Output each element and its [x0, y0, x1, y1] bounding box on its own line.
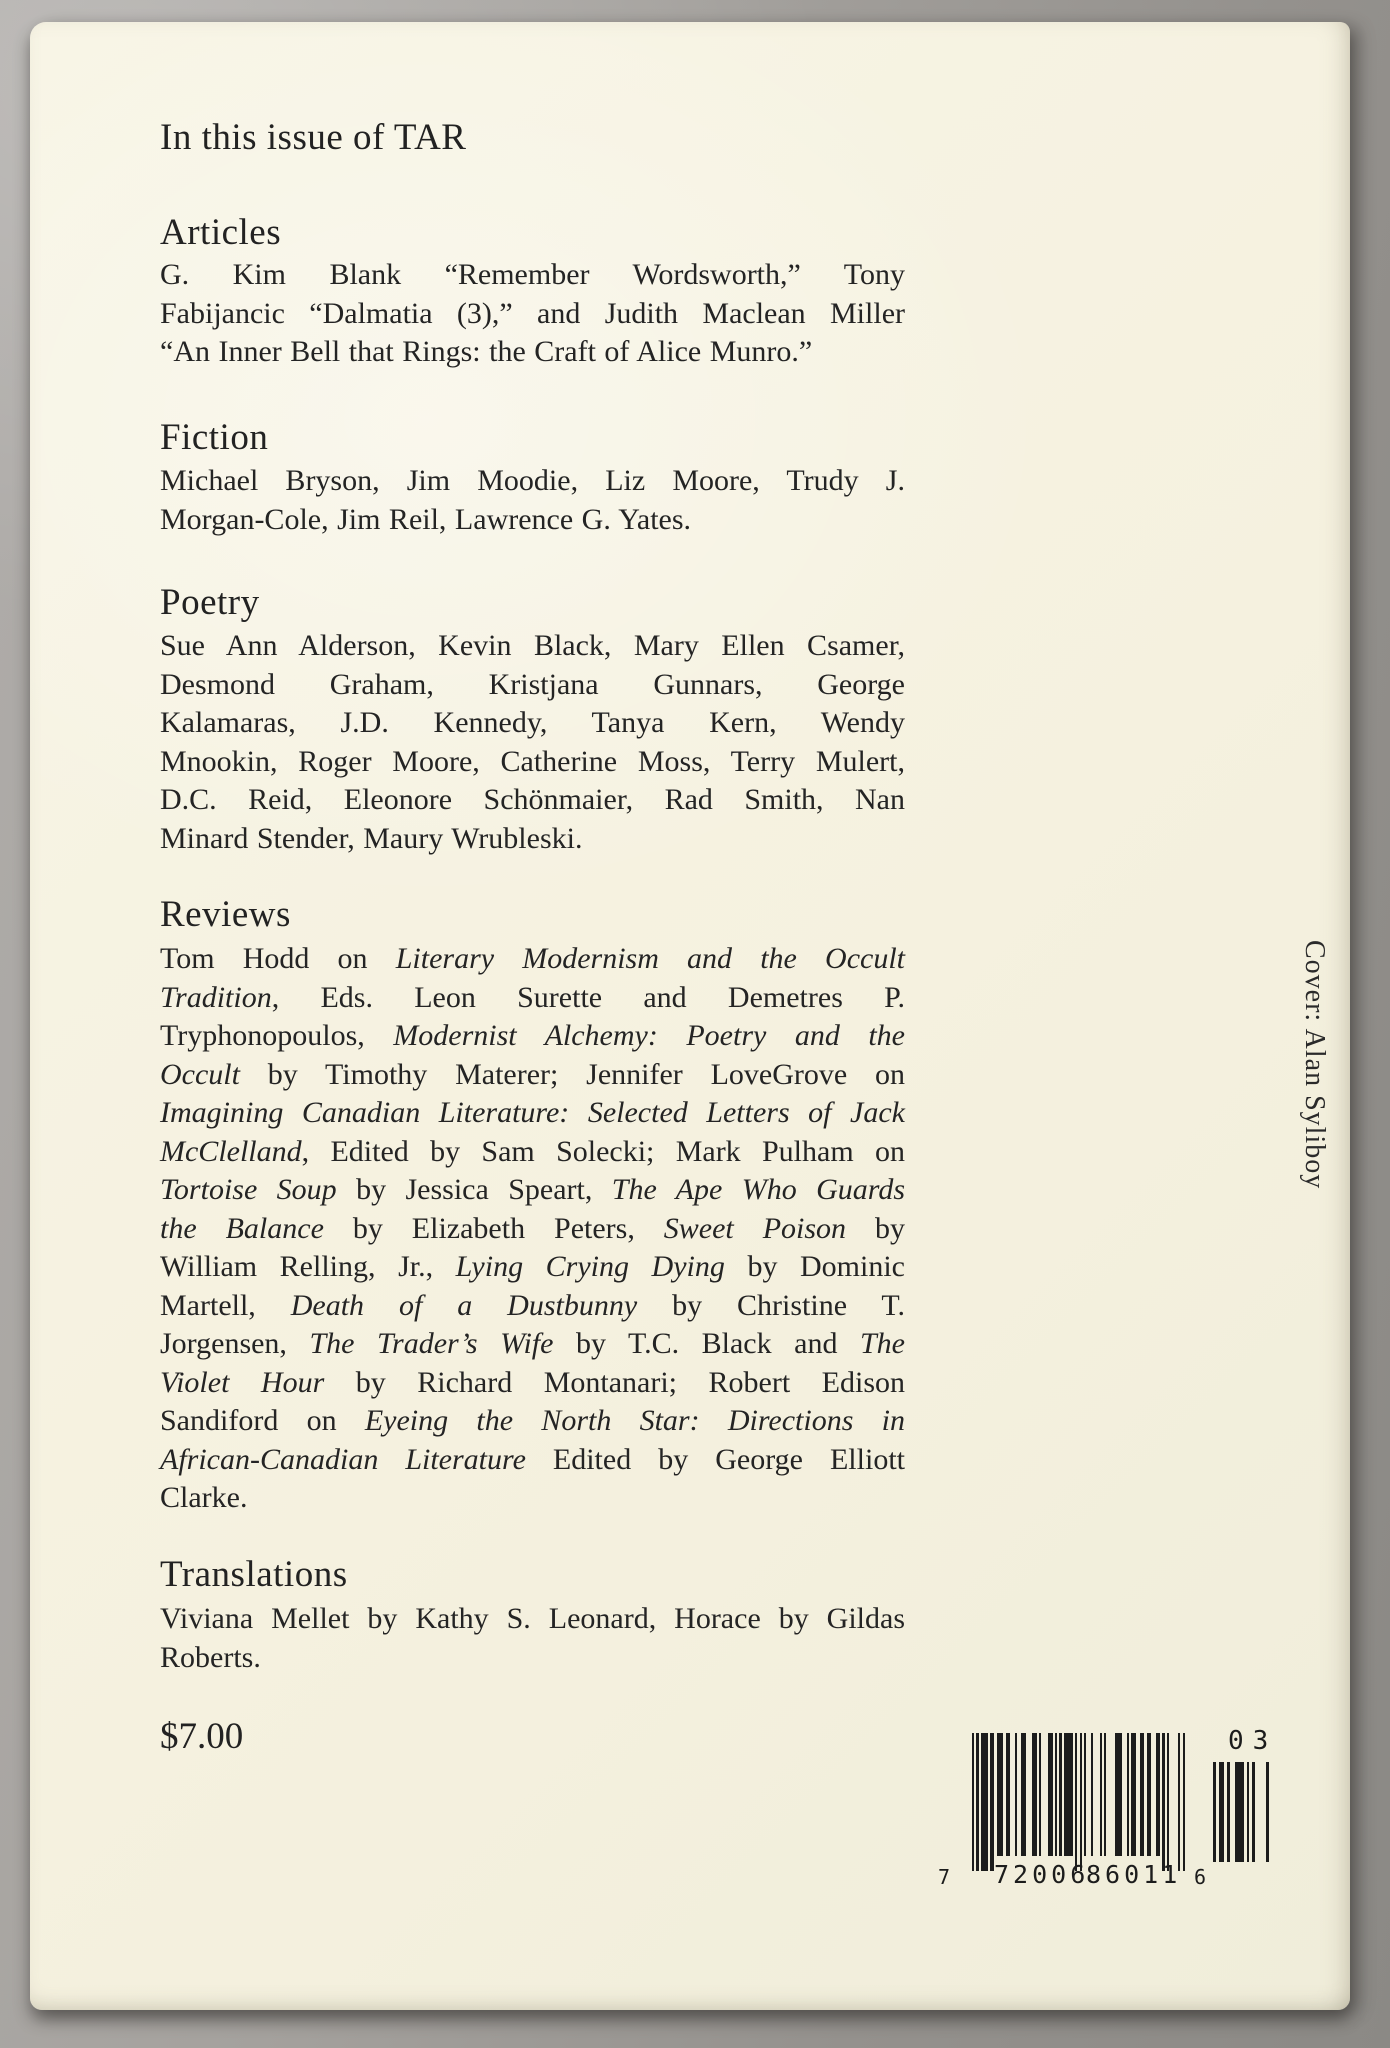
barcode-check-digit: 6 [1194, 1865, 1207, 1889]
section-line: Tom Hodd on Literary Modernism and the Occult [160, 942, 906, 975]
section-line: Minard Stender, Maury Wrubleski. [160, 821, 583, 855]
cover-credit: Cover: Alan Syliboy [1299, 940, 1330, 1190]
section-line: Mnookin, Roger Moore, Catherine Moss, Terry Mulert, [160, 744, 905, 778]
barcode-bar [976, 1733, 978, 1871]
barcode-bar [1162, 1733, 1164, 1871]
barcode-bar [1142, 1733, 1144, 1856]
barcode-bars-main [972, 1733, 1186, 1873]
barcode-bar [1247, 1762, 1250, 1862]
barcode-bar [1001, 1733, 1003, 1856]
barcode-bar [985, 1733, 987, 1871]
barcode-bar [1071, 1733, 1073, 1856]
barcode-bar [1149, 1733, 1151, 1856]
barcode [30, 22, 1350, 2010]
issue-title: In this issue of TAR [160, 117, 467, 158]
section-line: Martell, Death of a Dustbunny by Christine T. [160, 1288, 905, 1322]
barcode-digit-group-2: 86011 [1086, 1860, 1182, 1889]
barcode-bar [1178, 1733, 1180, 1871]
section-heading-articles: Articles [160, 212, 282, 253]
section-line: Occult by Timothy Materer; Jennifer LoveGrove on [160, 1057, 905, 1091]
section-heading-translations: Translations [160, 1554, 348, 1595]
barcode-bar [1039, 1733, 1041, 1856]
barcode-bar [1127, 1733, 1129, 1856]
section-line: Sandiford on Eyeing the North Star: Directions in [160, 1404, 905, 1437]
section-line: Michael Bryson, Jim Moodie, Liz Moore, Trudy J. [160, 464, 905, 497]
section-line: the Balance by Elizabeth Peters, Sweet Poison by [160, 1211, 905, 1245]
section-heading-fiction: Fiction [160, 417, 269, 458]
barcode-bar [1183, 1733, 1185, 1871]
section-heading-poetry: Poetry [160, 582, 260, 623]
section-line: McClelland, Edited by Sam Solecki; Mark Pulham on [160, 1134, 905, 1168]
barcode-bar [1120, 1733, 1122, 1856]
section-heading-reviews: Reviews [160, 894, 291, 935]
barcode-bar [1008, 1733, 1010, 1856]
barcode-bar [1133, 1733, 1135, 1856]
barcode-digit-group-1: 72006 [994, 1860, 1090, 1889]
barcode-bar [1075, 1733, 1077, 1871]
price-label: $7.00 [160, 1716, 244, 1757]
section-line: Tortoise Soup by Jessica Speart, The Ape Who Guards [160, 1173, 906, 1206]
barcode-bar [1167, 1733, 1169, 1871]
section-line: Desmond Graham, Kristjana Gunnars, George [160, 667, 905, 701]
section-line: G. Kim Blank “Remember Wordsworth,” Tony [160, 258, 905, 291]
barcode-bars-addon [1213, 1762, 1271, 1862]
barcode-bar [1266, 1762, 1269, 1862]
book-back-cover [30, 22, 1350, 2010]
section-line: Imagining Canadian Literature: Selected Letters of Jack [160, 1096, 905, 1129]
barcode-bar [1104, 1733, 1106, 1856]
section-line: Clarke. [160, 1481, 248, 1514]
barcode-bar [1035, 1733, 1037, 1856]
barcode-bar [1227, 1762, 1230, 1862]
barcode-bar [1050, 1733, 1052, 1856]
barcode-bar [1091, 1733, 1093, 1856]
section-line: Kalamaras, J.D. Kennedy, Tanya Kern, Wendy [160, 706, 905, 739]
barcode-bar [992, 1733, 994, 1871]
section-line: Tryphonopoulos, Modernist Alchemy: Poetry and the [160, 1019, 905, 1052]
barcode-bar [1252, 1762, 1255, 1862]
barcode-bar [1084, 1733, 1086, 1856]
barcode-bar [1015, 1733, 1017, 1856]
section-line: Viviana Mellet by Kathy S. Leonard, Horace by Gildas [160, 1602, 905, 1635]
barcode-bar [1158, 1733, 1160, 1856]
barcode-bar [1241, 1762, 1244, 1862]
barcode-bar [1221, 1762, 1224, 1862]
barcode-bar [1055, 1733, 1057, 1856]
barcode-bar [1080, 1733, 1082, 1871]
barcode-bar [1024, 1733, 1026, 1856]
section-line: Jorgensen, The Trader’s Wife by T.C. Black and The [160, 1327, 905, 1360]
section-line: “An Inner Bell that Rings: the Craft of Alice Munro.” [160, 335, 813, 368]
barcode-addon-digits: 03 [1228, 1726, 1278, 1756]
section-line: Fabijancic “Dalmatia (3),” and Judith Maclean Miller [160, 296, 905, 330]
section-line: William Relling, Jr., Lying Crying Dying by Dominic [160, 1250, 905, 1283]
section-line: Roberts. [160, 1640, 261, 1674]
barcode-left-digit: 7 [938, 1865, 951, 1889]
section-line: Sue Ann Alderson, Kevin Black, Mary Ellen Csamer, [160, 629, 905, 662]
barcode-bar [1213, 1762, 1216, 1862]
section-line: African-Canadian Literature Edited by George Elliott [160, 1442, 905, 1476]
barcode-bar [1059, 1733, 1061, 1856]
section-line: Violet Hour by Richard Montanari; Robert Edison [160, 1365, 905, 1399]
section-line: Tradition, Eds. Leon Surette and Demetres P. [160, 980, 905, 1014]
section-line: D.C. Reid, Eleonore Schönmaier, Rad Smith, Nan [160, 783, 905, 816]
section-line: Morgan-Cole, Jim Reil, Lawrence G. Yates. [160, 502, 692, 536]
barcode-bar [972, 1733, 974, 1871]
barcode-bar [1100, 1733, 1102, 1856]
